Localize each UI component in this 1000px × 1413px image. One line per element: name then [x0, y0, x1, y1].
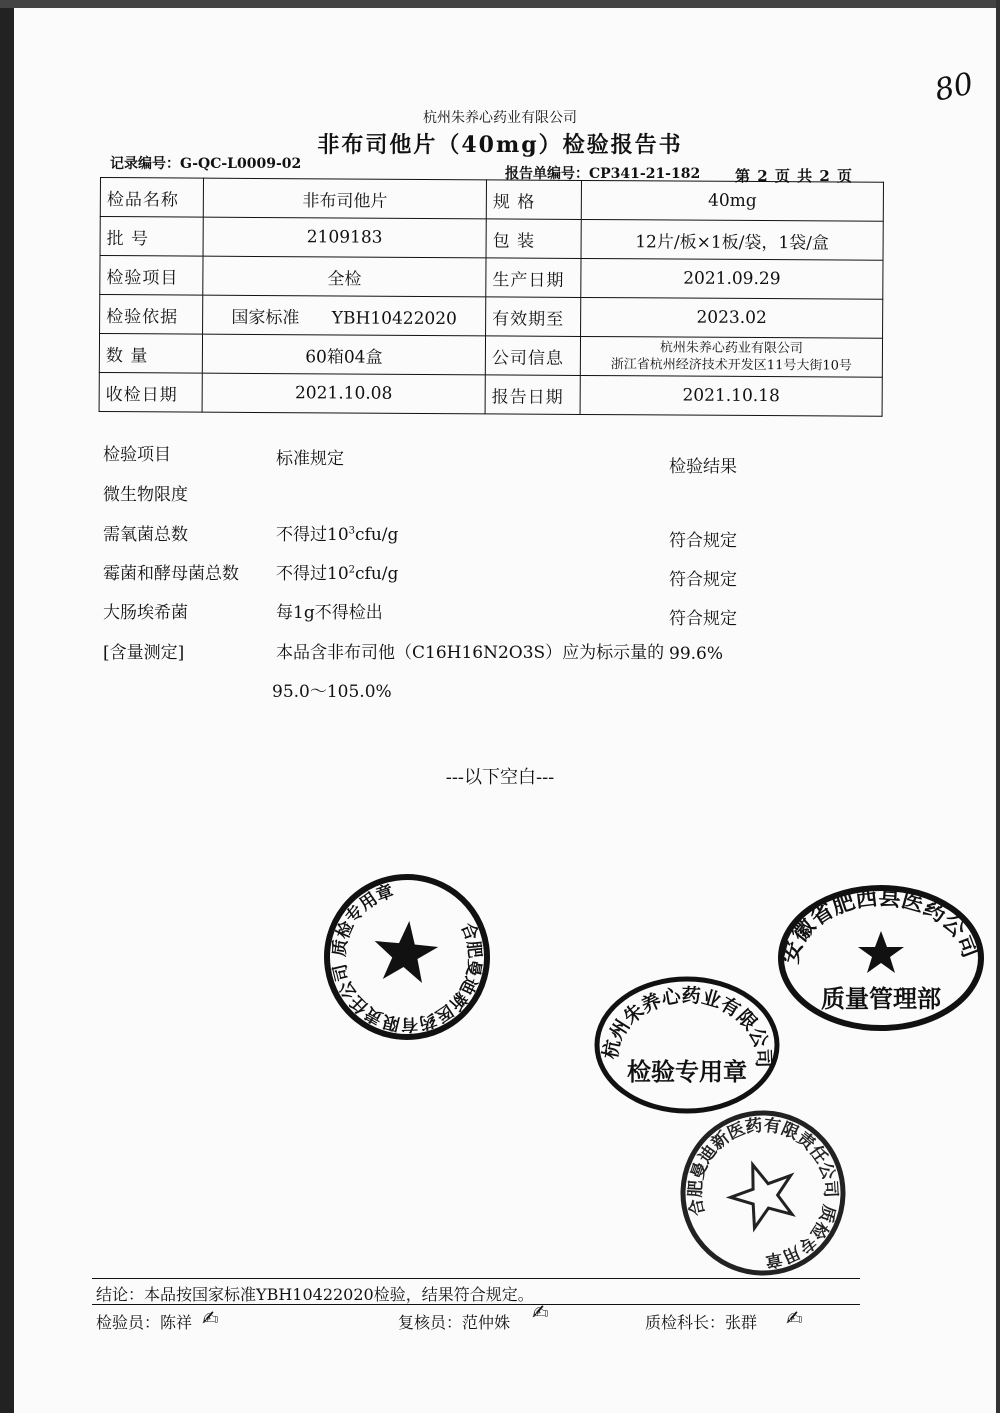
- list-item: [100, 677, 800, 707]
- basis-value: [203, 295, 486, 336]
- svg-text:质量管理部: 质量管理部: [821, 984, 941, 1013]
- table-row: [100, 217, 883, 261]
- result-standard: 不得过$10^2cfu/g$: [276, 564, 399, 584]
- packaging-label: 包 装: [486, 219, 581, 259]
- svg-text:合肥曼迪新医药有限责任公司 质检专用章: 合肥曼迪新医药有限责任公司 质检专用章: [685, 1115, 841, 1271]
- document-title: 非布司他片（40mg）检验报告书: [317, 132, 683, 158]
- handwritten-page-number: 80: [931, 66, 977, 109]
- results-header: [100, 440, 800, 477]
- reviewer-signature: 复核员：范仲姝: [398, 1313, 511, 1332]
- company-info-label: 公司信息: [485, 336, 580, 376]
- list-item: [100, 480, 800, 510]
- report-number: 报告单编号：CP341-21-182: [505, 166, 701, 182]
- scan-edge-top: [0, 0, 1000, 8]
- result-standard: 不得过$10^3cfu/g$: [276, 525, 399, 545]
- zhuyangxin-inspection-stamp: [592, 975, 782, 1115]
- list-item: [100, 559, 800, 589]
- col-standard-header: 标准规定: [276, 449, 344, 469]
- company-name: 杭州朱养心药业有限公司: [423, 110, 577, 126]
- basis-label: 检验依据: [100, 295, 203, 335]
- table-row: [100, 295, 883, 339]
- product-name-label: 检品名称: [100, 178, 203, 218]
- qc-chief-handwriting: ✍: [786, 1306, 803, 1330]
- divider-top: [92, 1278, 860, 1279]
- reviewer-handwriting: ✍: [532, 1300, 549, 1324]
- record-number: 记录编号：G-QC-L0009-02: [110, 156, 302, 172]
- result-item: 需氧菌总数: [103, 525, 188, 545]
- svg-text:杭州朱养心药业有限公司: 杭州朱养心药业有限公司: [599, 984, 775, 1069]
- result-standard: 每1g不得检出: [276, 603, 383, 623]
- company-info-name: 杭州朱养心药业有限公司: [659, 340, 804, 357]
- table-row: [100, 178, 883, 222]
- result-item: 霉菌和酵母菌总数: [103, 564, 239, 584]
- qc-chief-signature: 质检科长：张群: [645, 1313, 758, 1332]
- spec-value: 40mg: [581, 180, 883, 221]
- expiry-value: 2023.02: [581, 297, 883, 338]
- conclusion: 结论：本品按国家标准YBH10422020检验，结果符合规定。: [96, 1285, 534, 1304]
- scan-edge-left: [0, 0, 14, 1413]
- list-item: [100, 638, 800, 668]
- svg-text:合肥曼迪新医药有限责任公司 质检专用章: 合肥曼迪新医药有限责任公司 质检专用章: [329, 881, 485, 1035]
- basis-standard: 国家标准: [231, 307, 300, 328]
- batch-value: 2109183: [203, 217, 486, 258]
- test-item-label: 检验项目: [100, 256, 203, 296]
- inspector-handwriting: ✍: [202, 1306, 219, 1330]
- divider-bottom: [92, 1304, 860, 1305]
- anhui-quality-stamp: [776, 883, 986, 1033]
- result-item: 微生物限度: [103, 485, 188, 505]
- test-item-value: 全检: [203, 256, 486, 297]
- report-date-value: 2021.10.18: [580, 375, 882, 416]
- expiry-label: 有效期至: [486, 297, 581, 337]
- inspector-signature: 检验员：陈祥: [96, 1313, 193, 1332]
- batch-label: 批 号: [100, 217, 203, 257]
- received-date-value: 2021.10.08: [202, 373, 485, 414]
- table-row: [99, 334, 882, 378]
- svg-text:检验专用章: 检验专用章: [627, 1057, 747, 1086]
- quantity-label: 数 量: [99, 334, 202, 374]
- table-row: [99, 372, 882, 416]
- result-value: 99.6%: [669, 644, 724, 664]
- production-date-label: 生产日期: [486, 258, 581, 298]
- report-date-label: 报告日期: [485, 375, 580, 415]
- result-value: 符合规定: [669, 531, 737, 551]
- quantity-value: 60箱04盒: [202, 334, 485, 375]
- result-item: [含量测定]: [103, 643, 185, 663]
- result-value: 符合规定: [669, 609, 737, 629]
- result-value: 符合规定: [669, 570, 737, 590]
- list-item: [100, 520, 800, 550]
- production-date-value: 2021.09.29: [581, 258, 883, 299]
- col-result-header: 检验结果: [669, 457, 737, 477]
- received-date-label: 收检日期: [99, 372, 202, 412]
- result-standard: 95.0～105.0%: [272, 682, 392, 702]
- basis-code: YBH10422020: [331, 307, 457, 329]
- product-name-value: 非布司他片: [203, 178, 486, 219]
- page-indicator: 第 2 页 共 2 页: [735, 167, 853, 185]
- company-info-value: [580, 336, 882, 377]
- company-info-address: 浙江省杭州经济技术开发区11号大街10号: [610, 357, 852, 374]
- header-table: [99, 177, 884, 417]
- hefei-quality-stamp-2: [678, 1108, 848, 1278]
- result-item: 大肠埃希菌: [103, 603, 188, 623]
- table-row: [100, 256, 883, 300]
- list-item: [100, 598, 800, 628]
- packaging-value: 12片/板×1板/袋，1袋/盒: [581, 219, 883, 260]
- hefei-quality-stamp-1: [322, 872, 492, 1042]
- col-item-header: 检验项目: [103, 445, 171, 465]
- svg-text:安徽省肥西县医药公司: 安徽省肥西县医药公司: [777, 884, 984, 967]
- spec-label: 规 格: [486, 180, 581, 220]
- blank-below-note: ---以下空白---: [445, 767, 555, 788]
- result-standard: 本品含非布司他（C16H16N2O3S）应为标示量的: [276, 643, 665, 663]
- scan-edge-right: [996, 0, 1000, 1413]
